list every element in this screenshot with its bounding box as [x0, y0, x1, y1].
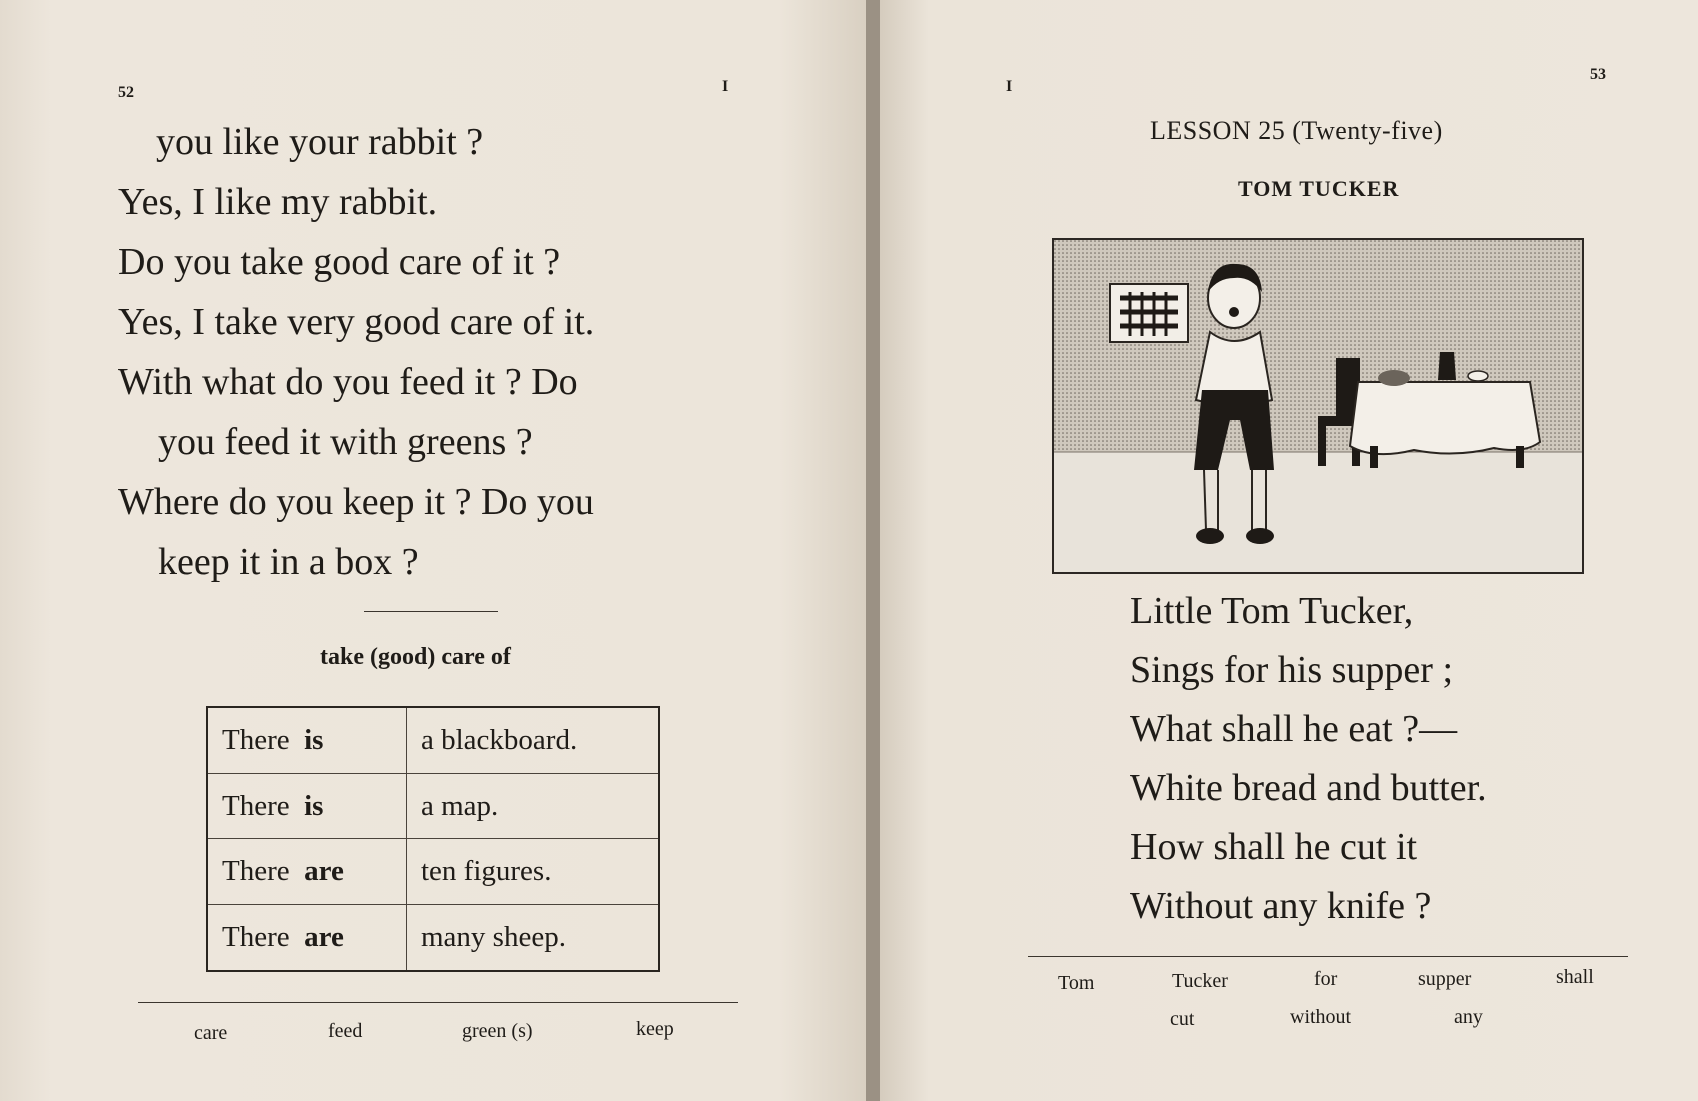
page-number-left: 52: [118, 84, 134, 101]
subject-word: There: [222, 921, 290, 954]
subject-word: There: [222, 723, 290, 756]
reading-line: keep it in a box ?: [158, 541, 419, 583]
reading-line: Do you take good care of it ?: [118, 241, 561, 283]
poem-line: Without any knife ?: [1130, 885, 1432, 927]
vocabulary-divider: [138, 1002, 738, 1003]
lesson-heading: LESSON 25 (Twenty-five): [1150, 116, 1443, 145]
page-mark-right: I: [1006, 78, 1013, 95]
vocabulary-word: care: [194, 1022, 228, 1044]
lesson-illustration: [1052, 238, 1584, 574]
verb-word: is: [304, 723, 324, 756]
table-row: [207, 905, 659, 971]
vocabulary-word: keep: [636, 1018, 674, 1040]
vocabulary-word: Tucker: [1172, 970, 1228, 992]
vocabulary-word: any: [1454, 1006, 1483, 1028]
vocabulary-divider: [1028, 956, 1628, 957]
poem-line: White bread and butter.: [1130, 767, 1487, 809]
table-cell-object: ten figures.: [407, 839, 660, 905]
table-cell-subject: [207, 839, 407, 905]
page-mark-left: I: [722, 78, 729, 95]
book-gutter: [866, 0, 880, 1101]
verb-word: is: [304, 789, 324, 822]
vocabulary-word: cut: [1170, 1008, 1195, 1030]
reading-passage: [118, 112, 738, 592]
reading-line: you like your rabbit ?: [156, 121, 484, 163]
poem-line: What shall he eat ?—: [1130, 708, 1458, 750]
table-cell-subject: [207, 707, 407, 773]
subject-word: There: [222, 855, 290, 888]
section-divider: [364, 611, 498, 612]
reading-line: you feed it with greens ?: [158, 421, 533, 463]
table-cell-object: many sheep.: [407, 905, 660, 971]
verb-word: are: [304, 921, 344, 954]
phrase-heading: take (good) care of: [320, 644, 511, 670]
table-cell-object: a blackboard.: [407, 707, 660, 773]
poem-line: How shall he cut it: [1130, 826, 1418, 868]
vocabulary-word: green (s): [462, 1020, 533, 1042]
poem-line: Sings for his supper ;: [1130, 649, 1453, 691]
table-cell-subject: [207, 905, 407, 971]
subject-word: There: [222, 789, 290, 822]
table-row: [207, 773, 659, 839]
table-cell-object: a map.: [407, 773, 660, 839]
table-cell-subject: [207, 773, 407, 839]
poem-line: Little Tom Tucker,: [1130, 590, 1414, 632]
table-row: [207, 707, 659, 773]
vocabulary-word: shall: [1556, 966, 1594, 988]
reading-line: Yes, I like my rabbit.: [118, 181, 438, 223]
reading-line: Where do you keep it ? Do you: [118, 481, 594, 523]
boy-at-table-image: [1054, 240, 1582, 572]
vocabulary-word: feed: [328, 1020, 363, 1042]
poem: [1130, 582, 1487, 936]
vocabulary-word: for: [1314, 968, 1338, 990]
table-row: [207, 839, 659, 905]
story-title: TOM TUCKER: [1238, 176, 1400, 201]
grammar-table: [206, 706, 660, 972]
reading-line: Yes, I take very good care of it.: [118, 301, 595, 343]
vocabulary-word: Tom: [1058, 972, 1095, 994]
vocabulary-word: supper: [1418, 968, 1472, 990]
vocabulary-word: without: [1290, 1006, 1352, 1028]
page-number-right: 53: [1590, 66, 1606, 83]
reading-line: With what do you feed it ? Do: [118, 361, 578, 403]
verb-word: are: [304, 855, 344, 888]
